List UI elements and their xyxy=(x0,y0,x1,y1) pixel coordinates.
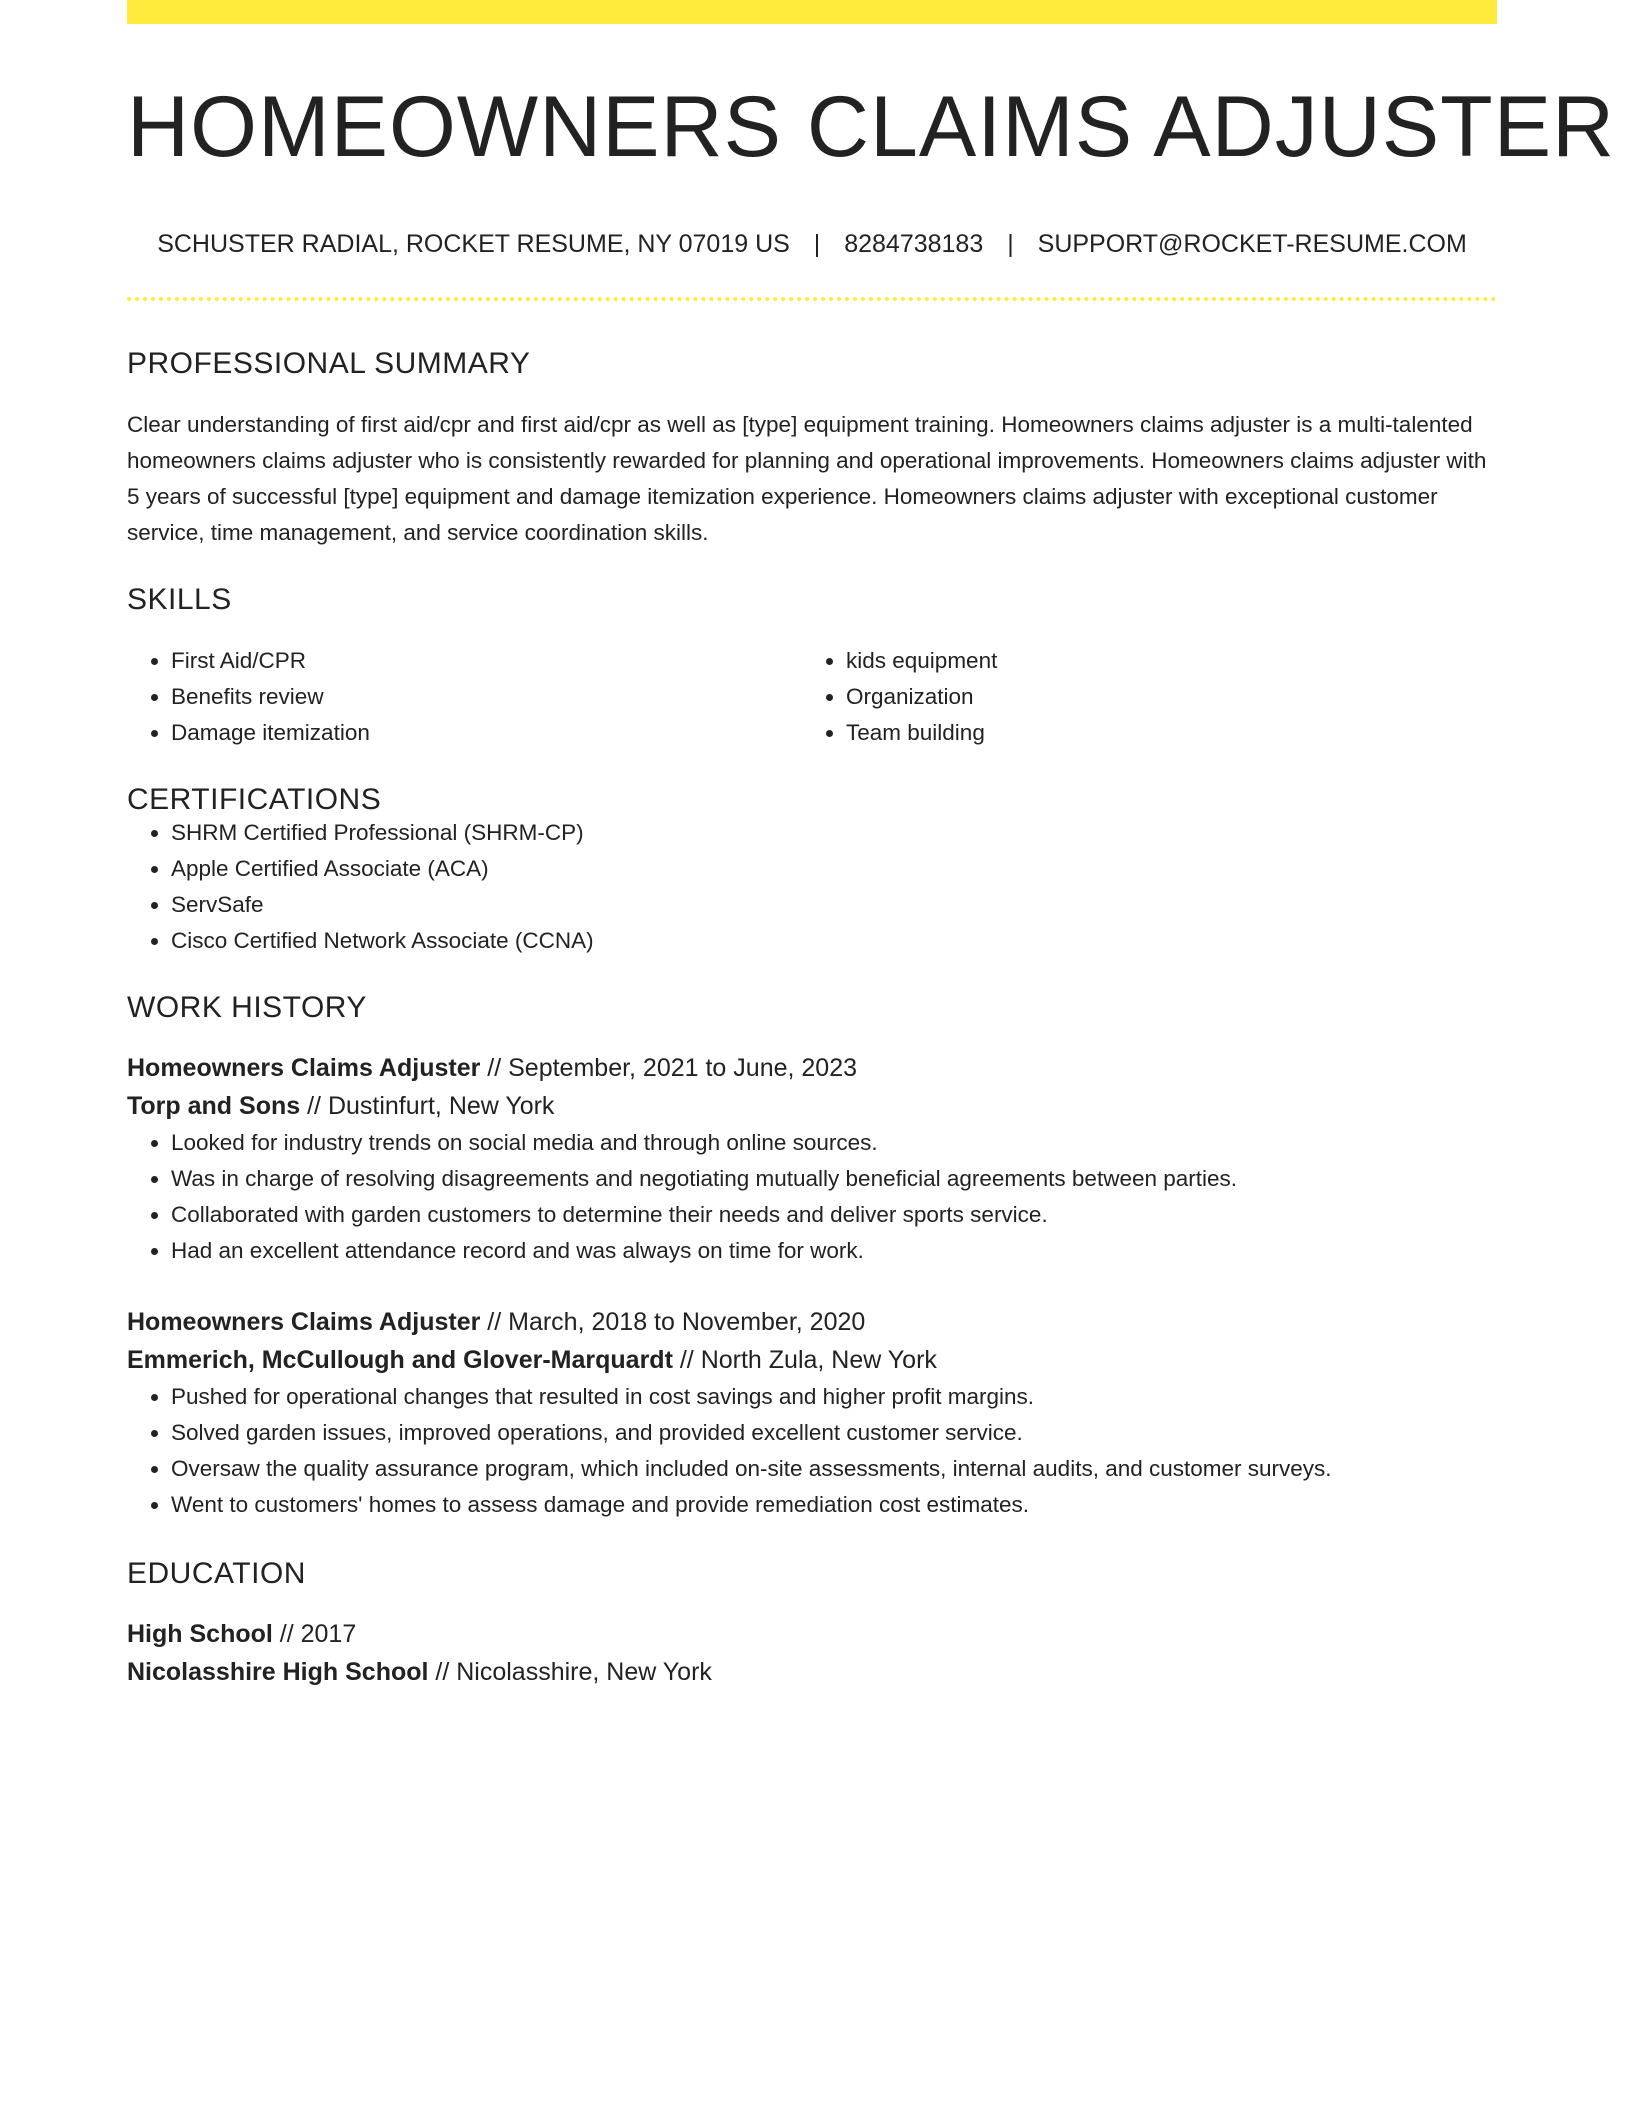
certifications-heading: CERTIFICATIONS xyxy=(127,783,382,816)
contact-email: SUPPORT@ROCKET-RESUME.COM xyxy=(1037,230,1467,258)
skills-list-right xyxy=(802,643,1477,751)
skill-item: • kids equipment xyxy=(846,643,1477,679)
skills-heading: SKILLS xyxy=(127,583,232,616)
skills-grid xyxy=(127,643,1497,751)
education-heading: EDUCATION xyxy=(127,1557,306,1590)
skill-item: • Team building xyxy=(846,715,1477,751)
education-location: // Nicolasshire, New York xyxy=(428,1658,712,1686)
skill-item: • First Aid/CPR xyxy=(171,643,802,679)
job-duty: • Was in charge of resolving disagreements and negotiating mutually beneficial agreements between parties. xyxy=(171,1161,1497,1197)
certification-item: • SHRM Certified Professional (SHRM-CP) xyxy=(171,815,1497,851)
job-company: Torp and Sons xyxy=(127,1092,301,1120)
job-role: Homeowners Claims Adjuster xyxy=(127,1054,481,1082)
contact-address: SCHUSTER RADIAL, ROCKET RESUME, NY 07019 US xyxy=(157,230,790,258)
education-school: Nicolasshire High School xyxy=(127,1658,429,1686)
job-duty: • Went to customers' homes to assess damage and provide remediation cost estimates. xyxy=(171,1487,1497,1523)
certification-item: • ServSafe xyxy=(171,887,1497,923)
job-role: Homeowners Claims Adjuster xyxy=(127,1308,481,1336)
job-title-line xyxy=(127,1049,1497,1087)
certification-item: • Apple Certified Associate (ACA) xyxy=(171,851,1497,887)
job-location: // North Zula, New York xyxy=(672,1346,937,1374)
skills-column-right xyxy=(802,643,1477,751)
job-duties-list xyxy=(127,1379,1497,1523)
contact-separator: | xyxy=(1007,230,1014,258)
job-company: Emmerich, McCullough and Glover-Marquardt xyxy=(127,1346,673,1374)
skill-item: • Benefits review xyxy=(171,679,802,715)
job-duty: • Looked for industry trends on social media and through online sources. xyxy=(171,1125,1497,1161)
work-history-heading: WORK HISTORY xyxy=(127,991,367,1024)
skills-list-left xyxy=(127,643,802,751)
job-dates: // September, 2021 to June, 2023 xyxy=(480,1054,858,1082)
job-dates: // March, 2018 to November, 2020 xyxy=(480,1308,866,1336)
candidate-name: HOMEOWNERS CLAIMS ADJUSTER xyxy=(127,79,1616,175)
summary-text: Clear understanding of first aid/cpr and first aid/cpr as well as [type] equipment training. Homeowners claims adjuster is a multi-talented homeowners claims adjuster who is consistently rewarded for planning and operational improvements. Homeowners claims adjuster with 5 years of successful [type] equipment and damage itemization experience. Homeowners claims adjuster with exceptional customer service, time management, and service coordination skills. xyxy=(127,412,1487,545)
education-year: // 2017 xyxy=(272,1620,357,1648)
job-title-line xyxy=(127,1303,1497,1341)
skill-item: • Damage itemization xyxy=(171,715,802,751)
education-school-line xyxy=(127,1653,1497,1691)
job-duty: • Collaborated with garden customers to determine their needs and deliver sports service. xyxy=(171,1197,1497,1233)
summary-heading: PROFESSIONAL SUMMARY xyxy=(127,347,531,380)
job-company-line xyxy=(127,1087,1497,1125)
accent-bar xyxy=(127,0,1497,24)
job-duties-list xyxy=(127,1125,1497,1269)
resume-content xyxy=(127,0,1616,1691)
skill-item: • Organization xyxy=(846,679,1477,715)
skills-column-left xyxy=(127,643,802,751)
job-location: // Dustinfurt, New York xyxy=(300,1092,555,1120)
education-degree: High School xyxy=(127,1620,273,1648)
contact-line xyxy=(127,232,1497,257)
contact-separator: | xyxy=(813,230,821,258)
job-company-line xyxy=(127,1341,1497,1379)
certification-item: • Cisco Certified Network Associate (CCNA) xyxy=(171,923,1497,959)
job-duty: • Had an excellent attendance record and was always on time for work. xyxy=(171,1233,1497,1269)
job-duty: • Oversaw the quality assurance program, which included on-site assessments, internal audits, and customer surveys. xyxy=(171,1451,1497,1487)
contact-phone: 8284738183 xyxy=(844,230,984,258)
job-duty: • Pushed for operational changes that resulted in cost savings and higher profit margins. xyxy=(171,1379,1497,1415)
certifications-list xyxy=(127,815,1497,959)
job-duty: • Solved garden issues, improved operations, and provided excellent customer service. xyxy=(171,1415,1497,1451)
education-degree-line xyxy=(127,1615,1497,1653)
dotted-divider xyxy=(127,297,1497,301)
